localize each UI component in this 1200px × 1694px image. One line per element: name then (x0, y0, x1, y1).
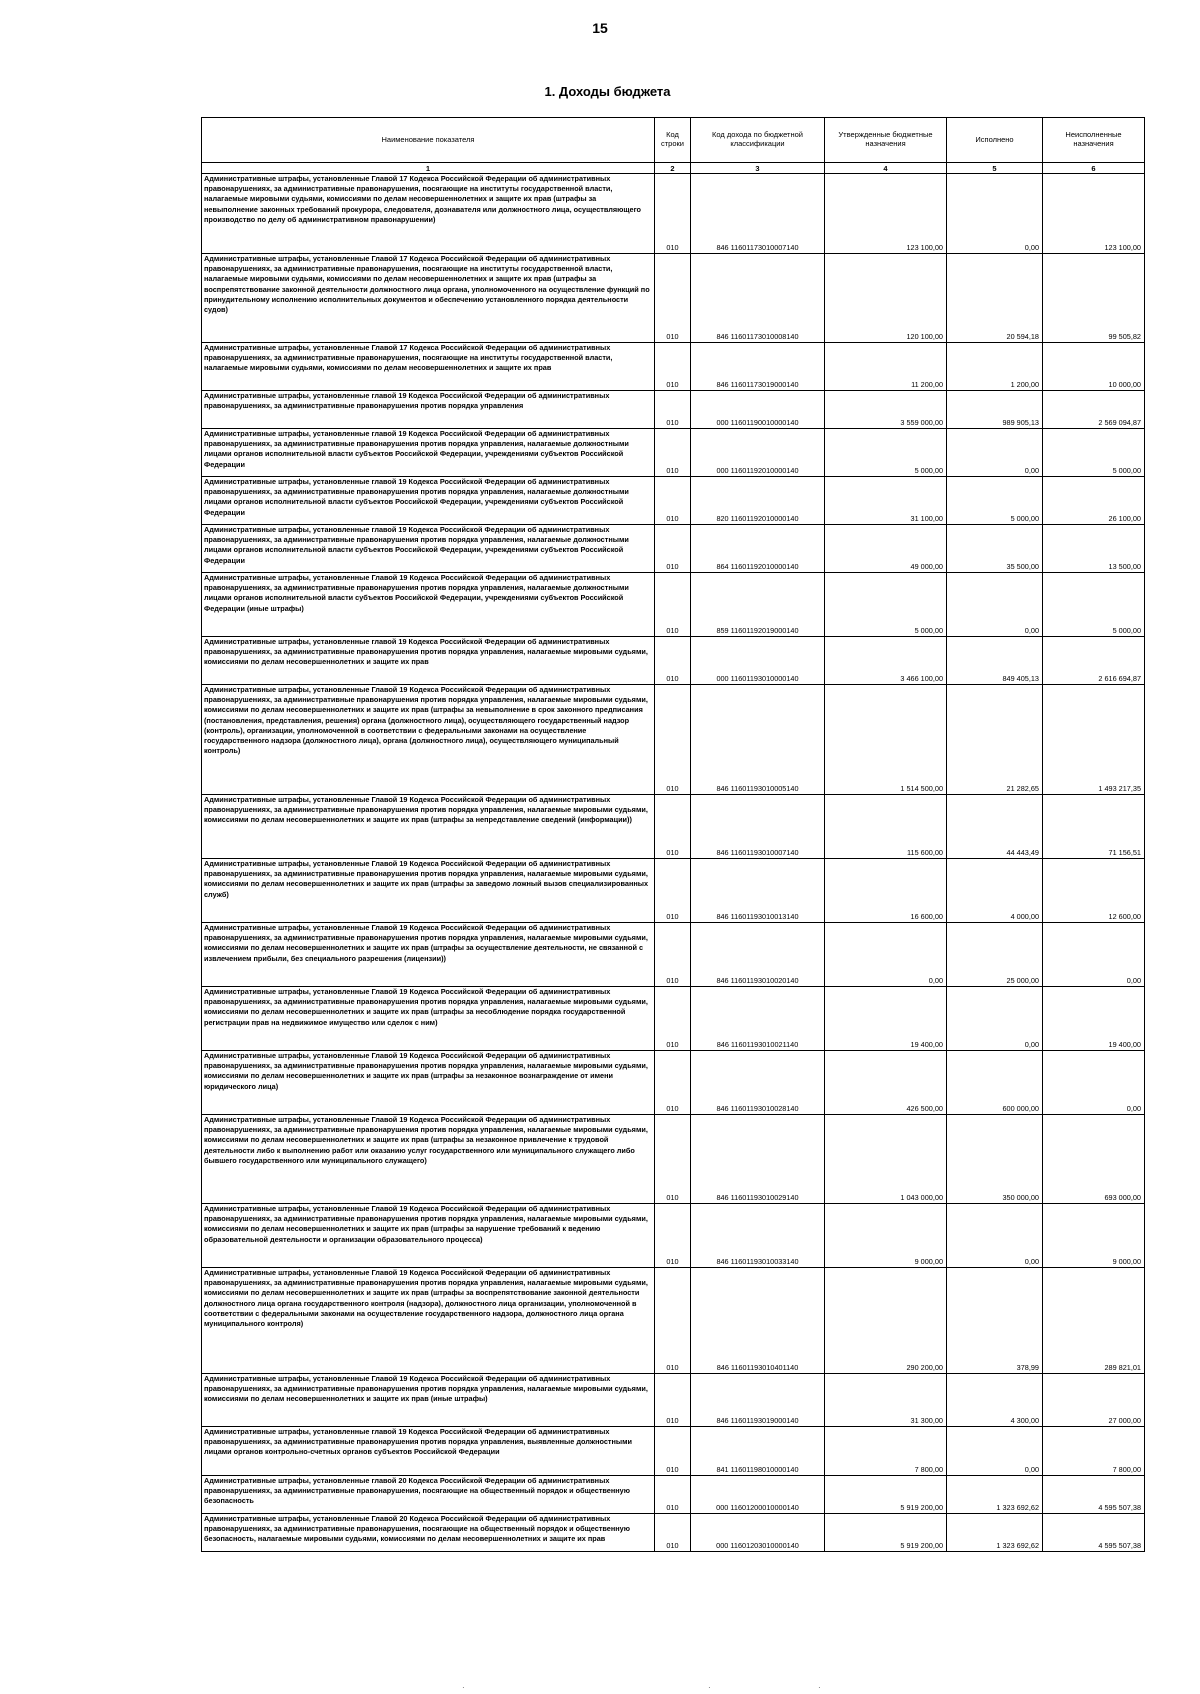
approved-amount-cell: 426 500,00 (825, 1051, 947, 1115)
unexecuted-amount-cell: 0,00 (1043, 1051, 1145, 1115)
budget-code-cell: 846 11601193010033140 (691, 1204, 825, 1268)
page-number: 15 (592, 20, 608, 36)
indicator-name-cell: Административные штрафы, установленные главой 19 Кодекса Российской Федерации об административных правонарушениях, за административные правонарушения против порядка управления, выявленные должностными лицами органов контрольно-счетных органов субъектов Российской Федерации (202, 1427, 655, 1476)
indicator-name-cell: Административные штрафы, установленные Главой 17 Кодекса Российской Федерации об административных правонарушениях, за административные правонарушения, посягающие на институты государственной власти, налагаемые мировыми судьями, комиссиями по делам несовершеннолетних и защите их прав (202, 343, 655, 391)
approved-amount-cell: 31 300,00 (825, 1374, 947, 1427)
budget-code-cell: 000 11601190010000140 (691, 391, 825, 429)
revenue-table (201, 117, 1145, 1552)
approved-amount-cell: 11 200,00 (825, 343, 947, 391)
table-row (202, 1476, 1145, 1514)
approved-amount-cell: 5 000,00 (825, 573, 947, 637)
unexecuted-amount-cell: 9 000,00 (1043, 1204, 1145, 1268)
unexecuted-amount-cell: 693 000,00 (1043, 1115, 1145, 1204)
approved-amount-cell: 5 000,00 (825, 429, 947, 477)
approved-amount-cell: 16 600,00 (825, 859, 947, 923)
approved-amount-cell: 31 100,00 (825, 477, 947, 525)
column-number: 2 (655, 163, 691, 174)
indicator-name-cell: Административные штрафы, установленные Главой 19 Кодекса Российской Федерации об административных правонарушениях, за административные правонарушения против порядка управления, налагаемые мировыми судьями, комиссиями по делам несовершеннолетних и защите их прав (штрафы за невыполнение в срок законного предписания (постановления, представления, решения) органа (должностного лица), осуществляющего государственный надзор (контроль), организации, уполномоченной в соответствии с федеральными законами на осуществление государственного надзора (должностного лица), органа (должностного лица), осуществляющего муниципальный контроль) (202, 685, 655, 795)
table-row (202, 987, 1145, 1051)
indicator-name-cell: Административные штрафы, установленные Главой 19 Кодекса Российской Федерации об административных правонарушениях, за административные правонарушения против порядка управления, налагаемые мировыми судьями, комиссиями по делам несовершеннолетних и защите их прав (штрафы за осуществление деятельности, не связанной с извлечением прибыли, без специального разрешения (лицензии)) (202, 923, 655, 987)
indicator-name-cell: Административные штрафы, установленные главой 19 Кодекса Российской Федерации об административных правонарушениях, за административные правонарушения против порядка управления (202, 391, 655, 429)
budget-code-cell: 000 11601192010000140 (691, 429, 825, 477)
table-row (202, 795, 1145, 859)
executed-amount-cell: 0,00 (947, 987, 1043, 1051)
indicator-name-cell: Административные штрафы, установленные Главой 19 Кодекса Российской Федерации об административных правонарушениях, за административные правонарушения против порядка управления, налагаемые мировыми судьями, комиссиями по делам несовершеннолетних и защите их прав (штрафы за незаконное вознаграждение от имени юридического лица) (202, 1051, 655, 1115)
table-row (202, 1051, 1145, 1115)
indicator-name-cell: Административные штрафы, установленные главой 19 Кодекса Российской Федерации об административных правонарушениях, за административные правонарушения против порядка управления, налагаемые должностными лицами органов исполнительной власти субъектов Российской Федерации, учреждениями субъектов Российской Федерации (202, 429, 655, 477)
executed-amount-cell: 0,00 (947, 1204, 1043, 1268)
executed-amount-cell: 20 594,18 (947, 254, 1043, 343)
executed-amount-cell: 1 200,00 (947, 343, 1043, 391)
column-number: 5 (947, 163, 1043, 174)
line-code-cell: 010 (655, 1268, 691, 1374)
approved-amount-cell: 9 000,00 (825, 1204, 947, 1268)
approved-amount-cell: 5 919 200,00 (825, 1476, 947, 1514)
scan-mark: · (708, 1683, 711, 1692)
budget-code-cell: 846 11601193019000140 (691, 1374, 825, 1427)
unexecuted-amount-cell: 12 600,00 (1043, 859, 1145, 923)
table-row (202, 1204, 1145, 1268)
line-code-cell: 010 (655, 343, 691, 391)
line-code-cell: 010 (655, 1374, 691, 1427)
table-row (202, 391, 1145, 429)
line-code-cell: 010 (655, 685, 691, 795)
indicator-name-cell: Административные штрафы, установленные Главой 19 Кодекса Российской Федерации об административных правонарушениях, за административные правонарушения против порядка управления, налагаемые мировыми судьями, комиссиями по делам несовершеннолетних и защите их прав (штрафы за несоблюдение порядка государственной регистрации прав на недвижимое имущество или сделок с ним) (202, 987, 655, 1051)
table-row (202, 1374, 1145, 1427)
executed-amount-cell: 0,00 (947, 1427, 1043, 1476)
budget-code-cell: 846 11601193010029140 (691, 1115, 825, 1204)
executed-amount-cell: 1 323 692,62 (947, 1514, 1043, 1552)
column-number: 1 (202, 163, 655, 174)
line-code-cell: 010 (655, 1115, 691, 1204)
budget-code-cell: 820 11601192010000140 (691, 477, 825, 525)
table-row (202, 525, 1145, 573)
table-row (202, 429, 1145, 477)
budget-code-cell: 846 11601193010005140 (691, 685, 825, 795)
approved-amount-cell: 19 400,00 (825, 987, 947, 1051)
executed-amount-cell: 25 000,00 (947, 923, 1043, 987)
table-row (202, 174, 1145, 254)
table-row (202, 1268, 1145, 1374)
table-row (202, 1115, 1145, 1204)
indicator-name-cell: Административные штрафы, установленные Главой 19 Кодекса Российской Федерации об административных правонарушениях, за административные правонарушения против порядка управления, налагаемые мировыми судьями, комиссиями по делам несовершеннолетних и защите их прав (штрафы за заведомо ложный вызов специализированных служб) (202, 859, 655, 923)
line-code-cell: 010 (655, 573, 691, 637)
budget-code-cell: 841 11601198010000140 (691, 1427, 825, 1476)
budget-code-cell: 846 11601193010020140 (691, 923, 825, 987)
approved-amount-cell: 3 559 000,00 (825, 391, 947, 429)
line-code-cell: 010 (655, 174, 691, 254)
budget-code-cell: 846 11601193010007140 (691, 795, 825, 859)
unexecuted-amount-cell: 7 800,00 (1043, 1427, 1145, 1476)
indicator-name-cell: Административные штрафы, установленные главой 19 Кодекса Российской Федерации об административных правонарушениях, за административные правонарушения против порядка управления, налагаемые мировыми судьями, комиссиями по делам несовершеннолетних и защите их прав (202, 637, 655, 685)
approved-amount-cell: 123 100,00 (825, 174, 947, 254)
table-row (202, 573, 1145, 637)
header-unexecuted: Неисполненные назначения (1043, 118, 1145, 163)
line-code-cell: 010 (655, 429, 691, 477)
unexecuted-amount-cell: 0,00 (1043, 923, 1145, 987)
budget-code-cell: 864 11601192010000140 (691, 525, 825, 573)
header-executed: Исполнено (947, 118, 1043, 163)
unexecuted-amount-cell: 71 156,51 (1043, 795, 1145, 859)
table-row (202, 923, 1145, 987)
budget-code-cell: 000 11601203010000140 (691, 1514, 825, 1552)
indicator-name-cell: Административные штрафы, установленные Главой 17 Кодекса Российской Федерации об административных правонарушениях, за административные правонарушения, посягающие на институты государственной власти, налагаемые мировыми судьями, комиссиями по делам несовершеннолетних и защите их прав (штрафы за воспрепятствование законной деятельности должностного лица органа, уполномоченного на осуществление функций по принудительному исполнению исполнительных документов и обеспечению установленного порядка деятельности судов) (202, 254, 655, 343)
executed-amount-cell: 1 323 692,62 (947, 1476, 1043, 1514)
line-code-cell: 010 (655, 1476, 691, 1514)
unexecuted-amount-cell: 99 505,82 (1043, 254, 1145, 343)
unexecuted-amount-cell: 289 821,01 (1043, 1268, 1145, 1374)
unexecuted-amount-cell: 123 100,00 (1043, 174, 1145, 254)
executed-amount-cell: 350 000,00 (947, 1115, 1043, 1204)
budget-code-cell: 846 11601193010401140 (691, 1268, 825, 1374)
approved-amount-cell: 49 000,00 (825, 525, 947, 573)
column-number: 3 (691, 163, 825, 174)
unexecuted-amount-cell: 5 000,00 (1043, 429, 1145, 477)
indicator-name-cell: Административные штрафы, установленные Главой 17 Кодекса Российской Федерации об административных правонарушениях, за административные правонарушения, посягающие на институты государственной власти, налагаемые мировыми судьями, комиссиями по делам несовершеннолетних и защите их прав (штрафы за невыполнение законных требований прокурора, следователя, дознавателя или должностного лица, осуществляющего производство по делу об административном правонарушении) (202, 174, 655, 254)
unexecuted-amount-cell: 5 000,00 (1043, 573, 1145, 637)
column-number: 4 (825, 163, 947, 174)
indicator-name-cell: Административные штрафы, установленные Главой 19 Кодекса Российской Федерации об административных правонарушениях, за административные правонарушения против порядка управления, налагаемые мировыми судьями, комиссиями по делам несовершеннолетних и защите их прав (штрафы за нарушение требований к ведению образовательной деятельности и организации образовательного процесса) (202, 1204, 655, 1268)
approved-amount-cell: 115 600,00 (825, 795, 947, 859)
line-code-cell: 010 (655, 987, 691, 1051)
approved-amount-cell: 3 466 100,00 (825, 637, 947, 685)
line-code-cell: 010 (655, 923, 691, 987)
table-row (202, 637, 1145, 685)
unexecuted-amount-cell: 13 500,00 (1043, 525, 1145, 573)
indicator-name-cell: Административные штрафы, установленные Главой 20 Кодекса Российской Федерации об административных правонарушениях, за административные правонарушения, посягающие на общественный порядок и общественную безопасность, налагаемые мировыми судьями, комиссиями по делам несовершеннолетних и защите их прав (202, 1514, 655, 1552)
budget-code-cell: 846 11601173019000140 (691, 343, 825, 391)
table-row (202, 477, 1145, 525)
line-code-cell: 010 (655, 637, 691, 685)
indicator-name-cell: Административные штрафы, установленные Главой 19 Кодекса Российской Федерации об административных правонарушениях, за административные правонарушения против порядка управления, налагаемые мировыми судьями, комиссиями по делам несовершеннолетних и защите их прав (штрафы за непредставление сведений (информации)) (202, 795, 655, 859)
indicator-name-cell: Административные штрафы, установленные главой 19 Кодекса Российской Федерации об административных правонарушениях, за административные правонарушения против порядка управления, налагаемые должностными лицами органов исполнительной власти субъектов Российской Федерации, учреждениями субъектов Российской Федерации (202, 525, 655, 573)
scan-mark: · (818, 1683, 821, 1692)
table-row (202, 1514, 1145, 1552)
approved-amount-cell: 1 043 000,00 (825, 1115, 947, 1204)
line-code-cell: 010 (655, 391, 691, 429)
executed-amount-cell: 44 443,49 (947, 795, 1043, 859)
unexecuted-amount-cell: 10 000,00 (1043, 343, 1145, 391)
line-code-cell: 010 (655, 795, 691, 859)
line-code-cell: 010 (655, 1204, 691, 1268)
unexecuted-amount-cell: 2 616 694,87 (1043, 637, 1145, 685)
line-code-cell: 010 (655, 1427, 691, 1476)
approved-amount-cell: 120 100,00 (825, 254, 947, 343)
table-row (202, 343, 1145, 391)
table-row (202, 685, 1145, 795)
header-name: Наименование показателя (202, 118, 655, 163)
scan-mark: · (462, 1683, 465, 1692)
approved-amount-cell: 290 200,00 (825, 1268, 947, 1374)
budget-code-cell: 000 11601200010000140 (691, 1476, 825, 1514)
header-row (202, 118, 1145, 163)
table-row (202, 254, 1145, 343)
executed-amount-cell: 0,00 (947, 573, 1043, 637)
executed-amount-cell: 4 300,00 (947, 1374, 1043, 1427)
budget-code-cell: 846 11601193010028140 (691, 1051, 825, 1115)
line-code-cell: 010 (655, 254, 691, 343)
table-row (202, 1427, 1145, 1476)
executed-amount-cell: 989 905,13 (947, 391, 1043, 429)
budget-code-cell: 846 11601173010008140 (691, 254, 825, 343)
budget-code-cell: 846 11601193010013140 (691, 859, 825, 923)
indicator-name-cell: Административные штрафы, установленные Главой 19 Кодекса Российской Федерации об административных правонарушениях, за административные правонарушения против порядка управления, налагаемые мировыми судьями, комиссиями по делам несовершеннолетних и защите их прав (штрафы за воспрепятствование законной деятельности должностного лица органа государственного контроля (надзора), должностного лица организации, уполномоченной в соответствии с федеральными законами на осуществление государственного надзора, должностного лица органа муниципального контроля) (202, 1268, 655, 1374)
header-budget-code: Код дохода по бюджетной классификации (691, 118, 825, 163)
unexecuted-amount-cell: 4 595 507,38 (1043, 1514, 1145, 1552)
section-title: 1. Доходы бюджета (544, 84, 671, 99)
approved-amount-cell: 0,00 (825, 923, 947, 987)
approved-amount-cell: 7 800,00 (825, 1427, 947, 1476)
approved-amount-cell: 1 514 500,00 (825, 685, 947, 795)
line-code-cell: 010 (655, 525, 691, 573)
column-number-row (202, 163, 1145, 174)
budget-code-cell: 846 11601173010007140 (691, 174, 825, 254)
executed-amount-cell: 378,99 (947, 1268, 1043, 1374)
executed-amount-cell: 849 405,13 (947, 637, 1043, 685)
unexecuted-amount-cell: 26 100,00 (1043, 477, 1145, 525)
approved-amount-cell: 5 919 200,00 (825, 1514, 947, 1552)
line-code-cell: 010 (655, 1051, 691, 1115)
executed-amount-cell: 4 000,00 (947, 859, 1043, 923)
line-code-cell: 010 (655, 1514, 691, 1552)
header-approved: Утвержденные бюджетные назначения (825, 118, 947, 163)
column-number: 6 (1043, 163, 1145, 174)
executed-amount-cell: 0,00 (947, 429, 1043, 477)
budget-code-cell: 846 11601193010021140 (691, 987, 825, 1051)
executed-amount-cell: 0,00 (947, 174, 1043, 254)
executed-amount-cell: 21 282,65 (947, 685, 1043, 795)
budget-code-cell: 859 11601192019000140 (691, 573, 825, 637)
indicator-name-cell: Административные штрафы, установленные Главой 19 Кодекса Российской Федерации об административных правонарушениях, за административные правонарушения против порядка управления, налагаемые мировыми судьями, комиссиями по делам несовершеннолетних и защите их прав (штрафы за незаконное привлечение к трудовой деятельности либо к выполнению работ или оказанию услуг государственного или муниципального служащего либо бывшего государственного или муниципального служащего) (202, 1115, 655, 1204)
unexecuted-amount-cell: 2 569 094,87 (1043, 391, 1145, 429)
executed-amount-cell: 5 000,00 (947, 477, 1043, 525)
unexecuted-amount-cell: 19 400,00 (1043, 987, 1145, 1051)
line-code-cell: 010 (655, 477, 691, 525)
indicator-name-cell: Административные штрафы, установленные главой 19 Кодекса Российской Федерации об административных правонарушениях, за административные правонарушения против порядка управления, налагаемые должностными лицами органов исполнительной власти субъектов Российской Федерации, учреждениями субъектов Российской Федерации (202, 477, 655, 525)
unexecuted-amount-cell: 27 000,00 (1043, 1374, 1145, 1427)
budget-code-cell: 000 11601193010000140 (691, 637, 825, 685)
header-line-code: Код строки (655, 118, 691, 163)
indicator-name-cell: Административные штрафы, установленные Главой 19 Кодекса Российской Федерации об административных правонарушениях, за административные правонарушения против порядка управления, налагаемые мировыми судьями, комиссиями по делам несовершеннолетних и защите их прав (иные штрафы) (202, 1374, 655, 1427)
table-body (202, 174, 1145, 1552)
unexecuted-amount-cell: 1 493 217,35 (1043, 685, 1145, 795)
indicator-name-cell: Административные штрафы, установленные главой 20 Кодекса Российской Федерации об административных правонарушениях, за административные правонарушения, посягающие на общественный порядок и общественную безопасность (202, 1476, 655, 1514)
line-code-cell: 010 (655, 859, 691, 923)
executed-amount-cell: 600 000,00 (947, 1051, 1043, 1115)
unexecuted-amount-cell: 4 595 507,38 (1043, 1476, 1145, 1514)
indicator-name-cell: Административные штрафы, установленные Главой 19 Кодекса Российской Федерации об административных правонарушениях, за административные правонарушения против порядка управления, налагаемые должностными лицами органов исполнительной власти субъектов Российской Федерации, учреждениями субъектов Российской Федерации (иные штрафы) (202, 573, 655, 637)
table-row (202, 859, 1145, 923)
executed-amount-cell: 35 500,00 (947, 525, 1043, 573)
